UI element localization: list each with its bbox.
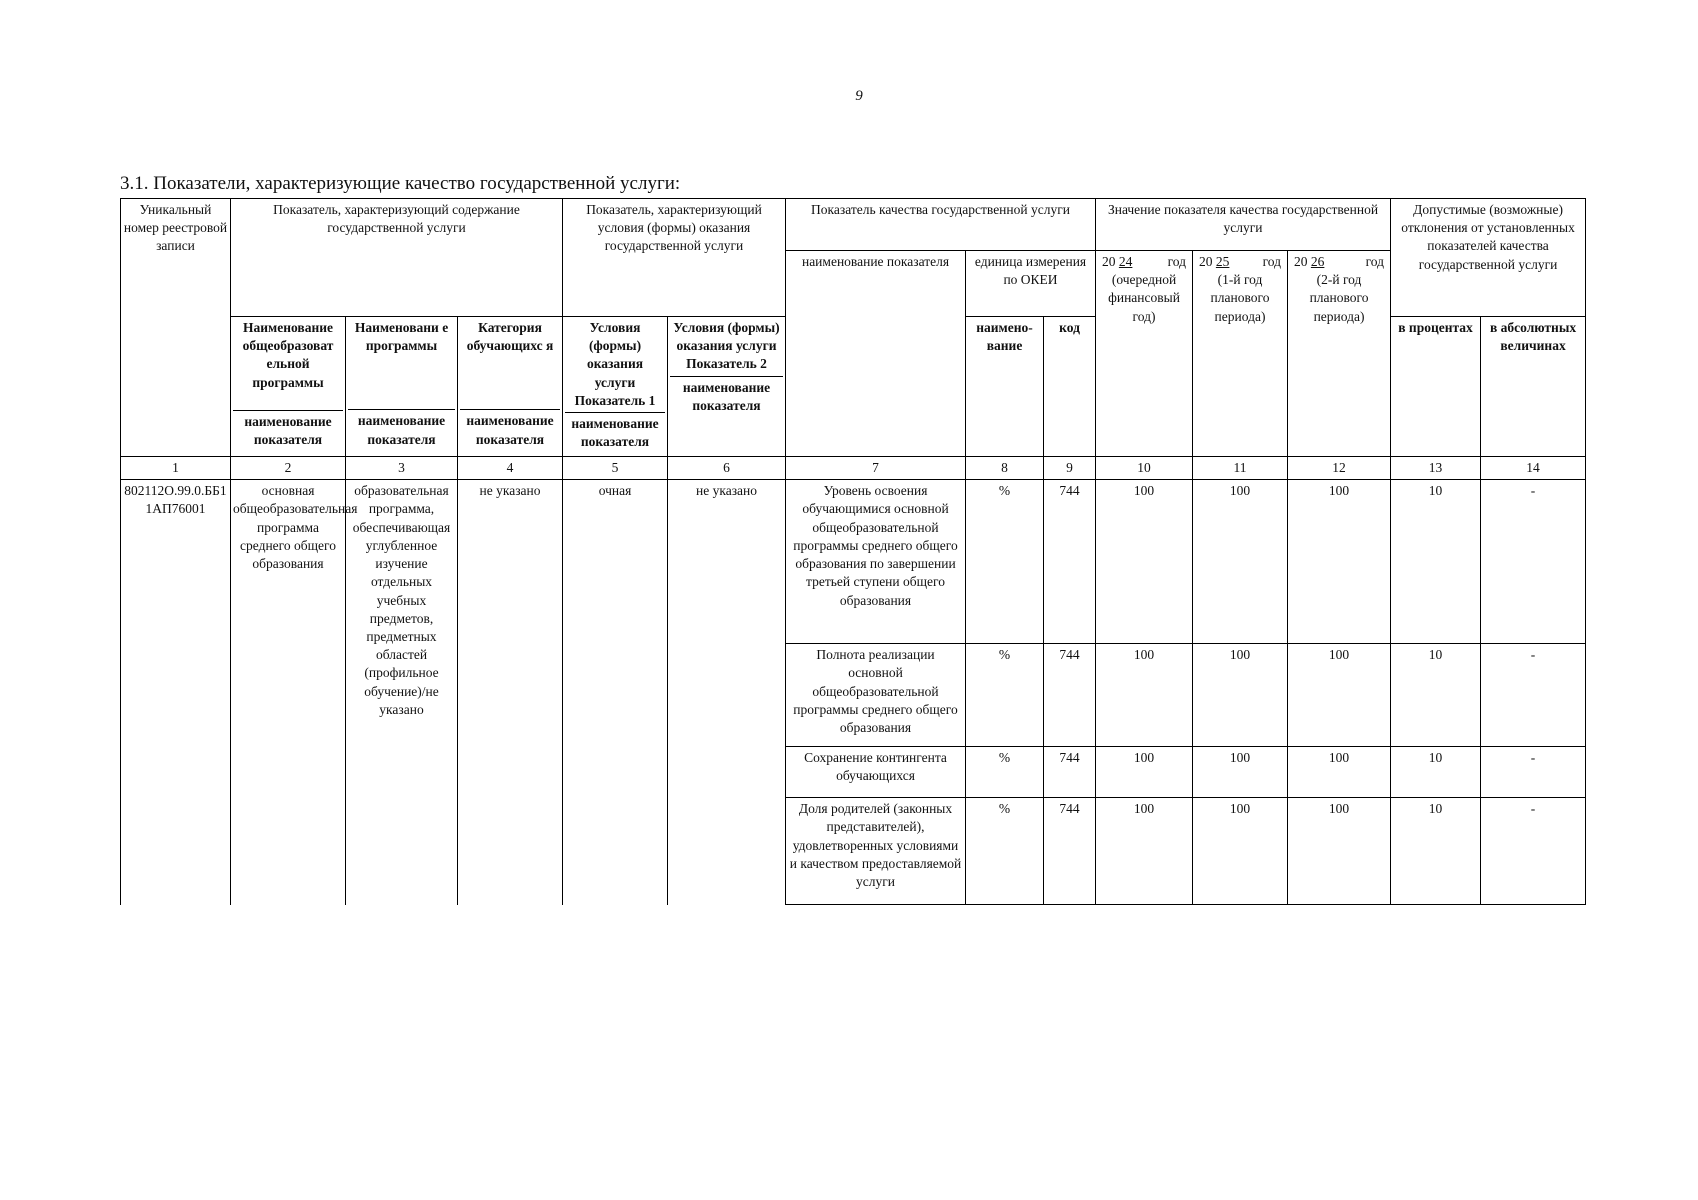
indicator-y2: 100: [1193, 747, 1288, 798]
quality-indicators-table: [120, 198, 1586, 905]
indicator-abs: -: [1481, 644, 1586, 747]
indicator-unit: %: [966, 480, 1044, 644]
col-num: 1: [121, 457, 231, 480]
header-content-col-1: Наименование общеобразоват ельной программы наименование показателя: [231, 317, 346, 457]
col-num: 7: [786, 457, 966, 480]
col-num: 6: [668, 457, 786, 480]
indicator-pct: 10: [1391, 644, 1481, 747]
indicator-y3: 100: [1288, 644, 1391, 747]
program-cell: основная общеобразовательная программа среднего общего образования: [231, 480, 346, 905]
header-indicator-name: наименование показателя: [786, 251, 966, 457]
header-content-group: Показатель, характеризующий содержание государственной услуги: [231, 199, 563, 317]
header-quality-group: Показатель качества государственной услуги: [786, 199, 1096, 251]
indicator-name: Сохранение контингента обучающихся: [786, 747, 966, 798]
col-num: 5: [563, 457, 668, 480]
indicator-y3: 100: [1288, 747, 1391, 798]
indicator-y2: 100: [1193, 798, 1288, 905]
col-num: 8: [966, 457, 1044, 480]
indicator-abs: -: [1481, 480, 1586, 644]
col-num: 10: [1096, 457, 1193, 480]
page-number: 9: [855, 88, 863, 104]
indicator-code: 744: [1044, 644, 1096, 747]
indicator-y3: 100: [1288, 798, 1391, 905]
program-name-cell: образовательная программа, обеспечивающая углубленное изучение отдельных учебных предметов, предметных областей (профильное обучение)/не указано: [346, 480, 458, 905]
indicator-code: 744: [1044, 480, 1096, 644]
col-num: 3: [346, 457, 458, 480]
header-year-3: 20 26 год (2-й год планового периода): [1288, 251, 1391, 457]
condition2-cell: не указано: [668, 480, 786, 905]
indicator-y1: 100: [1096, 747, 1193, 798]
indicator-abs: -: [1481, 798, 1586, 905]
col-num: 11: [1193, 457, 1288, 480]
col-num: 2: [231, 457, 346, 480]
category-cell: не указано: [458, 480, 563, 905]
indicator-name: Полнота реализации основной общеобразовательной программы среднего общего образования: [786, 644, 966, 747]
indicator-code: 744: [1044, 798, 1096, 905]
col-num: 9: [1044, 457, 1096, 480]
header-unit-code: код: [1044, 317, 1096, 457]
header-dev-percent: в процентах: [1391, 317, 1481, 457]
header-value-group: Значение показателя качества государственной услуги: [1096, 199, 1391, 251]
indicator-pct: 10: [1391, 480, 1481, 644]
header-deviation-group: Допустимые (возможные) отклонения от установленных показателей качества государственной услуги: [1391, 199, 1586, 317]
header-year-2: 20 25 год (1-й год планового периода): [1193, 251, 1288, 457]
indicator-unit: %: [966, 644, 1044, 747]
col-num: 13: [1391, 457, 1481, 480]
col-num: 4: [458, 457, 563, 480]
indicator-y2: 100: [1193, 480, 1288, 644]
header-dev-absolute: в абсолютных величинах: [1481, 317, 1586, 457]
column-number-row: [121, 457, 1586, 480]
header-content-col-2: Наименовани е программы наименование показателя: [346, 317, 458, 457]
indicator-name: Уровень освоения обучающимися основной общеобразовательной программы среднего общего образования по завершении третьей ступени общего образования: [786, 480, 966, 644]
indicator-code: 744: [1044, 747, 1096, 798]
registry-number: 802112О.99.0.ББ11АП76001: [121, 480, 231, 905]
indicator-y1: 100: [1096, 480, 1193, 644]
header-unit-name: наимено-вание: [966, 317, 1044, 457]
indicator-y3: 100: [1288, 480, 1391, 644]
header-conditions-group: Показатель, характеризующий условия (формы) оказания государственной услуги: [563, 199, 786, 317]
indicator-unit: %: [966, 798, 1044, 905]
header-condition-col-1: Условия (формы) оказания услуги Показатель 1 наименование показателя: [563, 317, 668, 457]
indicator-unit: %: [966, 747, 1044, 798]
indicator-y1: 100: [1096, 644, 1193, 747]
table-row: [121, 480, 1586, 644]
header-content-col-3: Категория обучающихс я наименование показателя: [458, 317, 563, 457]
section-caption: 3.1. Показатели, характеризующие качество государственной услуги:: [120, 173, 681, 194]
indicator-abs: -: [1481, 747, 1586, 798]
col-num: 12: [1288, 457, 1391, 480]
indicator-pct: 10: [1391, 798, 1481, 905]
indicator-pct: 10: [1391, 747, 1481, 798]
header-registry: Уникальный номер реестровой записи: [121, 199, 231, 457]
condition1-cell: очная: [563, 480, 668, 905]
header-year-1: 20 24 год (очередной финансовый год): [1096, 251, 1193, 457]
header-unit: единица измерения по ОКЕИ: [966, 251, 1096, 317]
header-condition-col-2: Условия (формы) оказания услуги Показатель 2 наименование показателя: [668, 317, 786, 457]
indicator-name: Доля родителей (законных представителей), удовлетворенных условиями и качеством предоставляемой услуги: [786, 798, 966, 905]
indicator-y1: 100: [1096, 798, 1193, 905]
indicator-y2: 100: [1193, 644, 1288, 747]
col-num: 14: [1481, 457, 1586, 480]
